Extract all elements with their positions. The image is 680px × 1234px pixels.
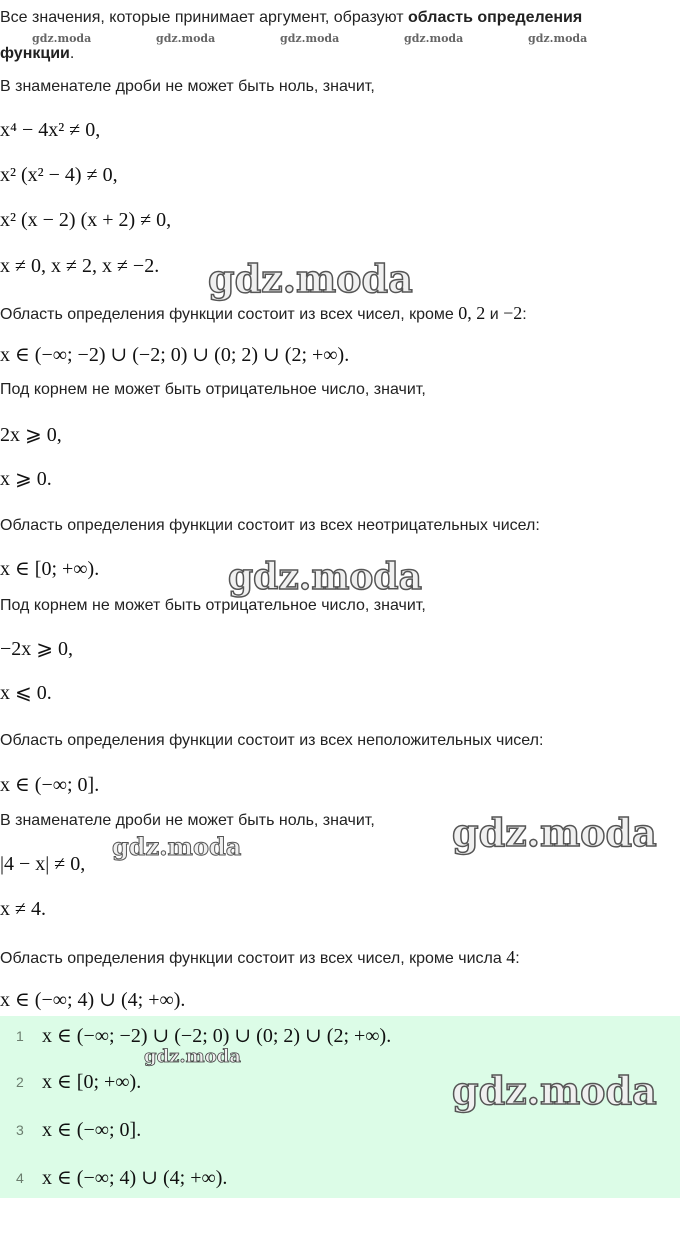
part2-equation-2: x ⩾ 0. [0,468,52,490]
part3-note: Под корнем не может быть отрицательное число, значит, [0,597,426,614]
part1-equation-3: x² (x − 2) (x + 2) ≠ 0, [0,209,172,231]
term-domain: область определения [408,9,583,26]
answer-text: x ∈ (−∞; 4) ∪ (4; +∞). [42,1167,228,1189]
watermark-small: gdz.moda [404,32,464,45]
part4-answer: x ∈ (−∞; 4) ∪ (4; +∞). [0,989,186,1011]
part2-conclusion: Область определения функции состоит из всех неотрицательных чисел: [0,517,540,534]
answer-text: x ∈ (−∞; −2) ∪ (−2; 0) ∪ (0; 2) ∪ (2; +∞). [42,1025,392,1047]
intro-line-1: Все значения, которые принимает аргумент, образуют область определения [0,9,583,26]
part3-equation-1: −2x ⩾ 0, [0,638,74,660]
part3-answer: x ∈ (−∞; 0]. [0,774,100,796]
answer-number: 1 [16,1028,24,1044]
part2-equation-1: 2x ⩾ 0, [0,424,62,446]
answer-row [0,1018,680,1058]
watermark-large: gdz.moda [208,256,413,301]
intro-line-2: функции. [0,45,75,62]
answer-number: 4 [16,1170,24,1186]
part3-conclusion: Область определения функции состоит из всех неположительных чисел: [0,732,544,749]
term-function: функции [0,45,70,62]
part2-answer: x ∈ [0; +∞). [0,558,100,580]
answer-number: 3 [16,1122,24,1138]
watermark-small: gdz.moda [32,32,92,45]
answer-number: 2 [16,1074,24,1090]
part4-conclusion: Область определения функции состоит из всех чисел, кроме числа 4: [0,947,520,967]
part1-answer: x ∈ (−∞; −2) ∪ (−2; 0) ∪ (0; 2) ∪ (2; +∞). [0,344,350,366]
watermark-medium: gdz.moda [112,832,242,861]
answer-text: x ∈ (−∞; 0]. [42,1119,142,1141]
part1-conclusion: Область определения функции состоит из всех чисел, кроме 0, 2 и −2: [0,303,527,323]
answer-row [0,1160,680,1200]
part1-equation-2: x² (x² − 4) ≠ 0, [0,164,118,186]
answer-text: x ∈ [0; +∞). [42,1071,142,1093]
watermark-small: gdz.moda [528,32,588,45]
part2-note: Под корнем не может быть отрицательное число, значит, [0,381,426,398]
answer-row [0,1112,680,1152]
part3-equation-2: x ⩽ 0. [0,682,52,704]
answers-panel [0,1016,680,1198]
watermark-small: gdz.moda [280,32,340,45]
part1-equation-4: x ≠ 0, x ≠ 2, x ≠ −2. [0,255,160,277]
part4-equation-1: |4 − x| ≠ 0, [0,853,86,875]
part1-note: В знаменателе дроби не может быть ноль, значит, [0,78,375,95]
watermark-large: gdz.moda [228,556,422,598]
part4-note: В знаменателе дроби не может быть ноль, значит, [0,812,375,829]
watermark-medium: gdz.moda [144,1046,241,1067]
watermark-large: gdz.moda [452,1068,657,1113]
watermark-small: gdz.moda [156,32,216,45]
part1-equation-1: x⁴ − 4x² ≠ 0, [0,119,101,141]
part4-equation-2: x ≠ 4. [0,898,46,920]
watermark-large: gdz.moda [452,810,657,855]
